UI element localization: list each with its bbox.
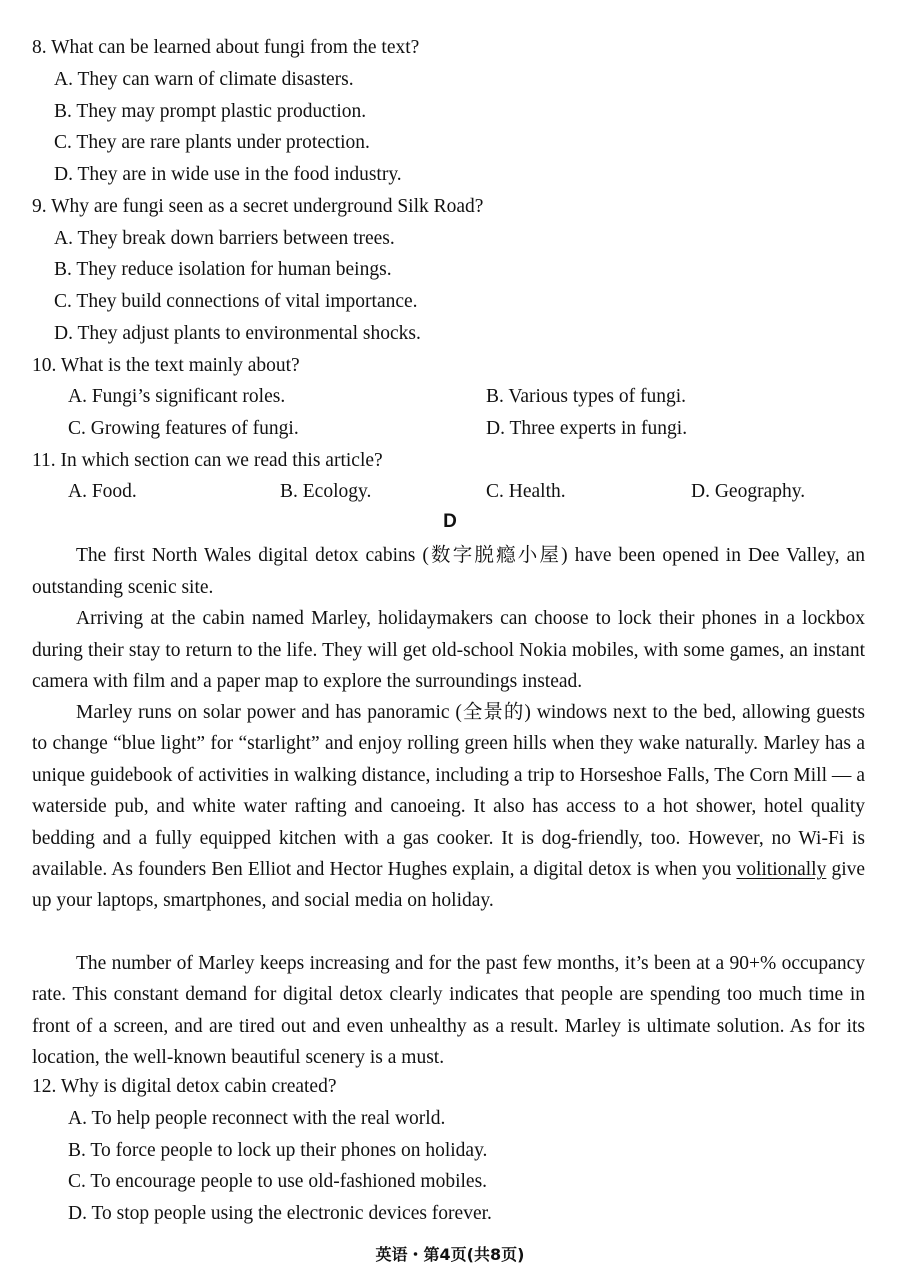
question-10-option-c: C. Growing features of fungi. — [68, 418, 299, 439]
section-heading: D — [443, 511, 457, 532]
question-9-stem: 9. Why are fungi seen as a secret underground Silk Road? — [32, 196, 484, 217]
question-9-option-b: B. They reduce isolation for human beings. — [54, 259, 392, 280]
question-8-stem: 8. What can be learned about fungi from the text? — [32, 37, 420, 58]
question-12-option-c: C. To encourage people to use old-fashioned mobiles. — [68, 1171, 488, 1192]
question-12-stem: 12. Why is digital detox cabin created? — [32, 1076, 337, 1097]
passage-paragraph-3 — [32, 697, 865, 917]
question-8-option-a: A. They can warn of climate disasters. — [54, 69, 354, 90]
underlined-word: volitionally — [736, 859, 827, 881]
question-12-option-a: A. To help people reconnect with the real world. — [68, 1108, 446, 1129]
paragraph-3-text-after: give up your laptops, smartphones, and social media on holiday. — [32, 859, 866, 912]
question-11-option-c: C. Health. — [486, 481, 566, 502]
question-8-option-d: D. They are in wide use in the food industry. — [54, 164, 402, 185]
question-8-option-c: C. They are rare plants under protection. — [54, 132, 370, 153]
question-10-option-a: A. Fungi’s significant roles. — [68, 386, 286, 407]
passage-paragraph-2: Arriving at the cabin named Marley, holidaymakers can choose to lock their phones in a lockbox during their stay to return to the life. They will get old-school Nokia mobiles, with some games, an instant camera with film and a paper map to explore the surroundings instead. — [32, 608, 865, 692]
passage-paragraph-1: The first North Wales digital detox cabins (数字脱瘾小屋) have been opened in Dee Valley, an outstanding scenic site. — [32, 545, 865, 598]
question-11-option-d: D. Geography. — [691, 481, 806, 502]
question-10-option-b: B. Various types of fungi. — [486, 386, 687, 407]
question-12-option-d: D. To stop people using the electronic devices forever. — [68, 1203, 492, 1224]
paragraph-3-text-before: Marley runs on solar power and has panoramic (全景的) windows next to the bed, allowing guests to change “blue light” for “starlight” and enjoy rolling green hills when they wake naturally. Marley has a unique guidebook of activities in walking distance, including a trip to Horseshoe Falls, The Corn Mill — a waterside pub, and white water rafting and canoeing. It also has access to a hot shower, hotel quality bedding and a fully equipped kitchen with a gas cooker. It is dog-friendly, too. However, no Wi-Fi is available. As founders Ben Elliot and Hector Hughes explain, a digital detox is when you — [32, 702, 865, 881]
question-9-option-a: A. They break down barriers between trees. — [54, 228, 395, 249]
question-11-option-b: B. Ecology. — [280, 481, 372, 502]
question-11-option-a: A. Food. — [68, 481, 137, 502]
passage-paragraph-4: The number of Marley keeps increasing and for the past few months, it’s been at a 90+% occupancy rate. This constant demand for digital detox clearly indicates that people are spending too much time in front of a screen, and are tired out and even unhealthy as a result. Marley is ultimate solution. As for its location, the well-known beautiful scenery is a must. — [32, 953, 865, 1069]
page-footer: 英语・第4页(共8页) — [375, 1245, 525, 1264]
question-10-stem: 10. What is the text mainly about? — [32, 355, 300, 376]
question-8-option-b: B. They may prompt plastic production. — [54, 101, 367, 122]
question-11-stem: 11. In which section can we read this article? — [32, 450, 383, 471]
question-12-option-b: B. To force people to lock up their phones on holiday. — [68, 1140, 488, 1161]
question-10-option-d: D. Three experts in fungi. — [486, 418, 688, 439]
question-9-option-d: D. They adjust plants to environmental shocks. — [54, 323, 421, 344]
question-9-option-c: C. They build connections of vital importance. — [54, 291, 418, 312]
